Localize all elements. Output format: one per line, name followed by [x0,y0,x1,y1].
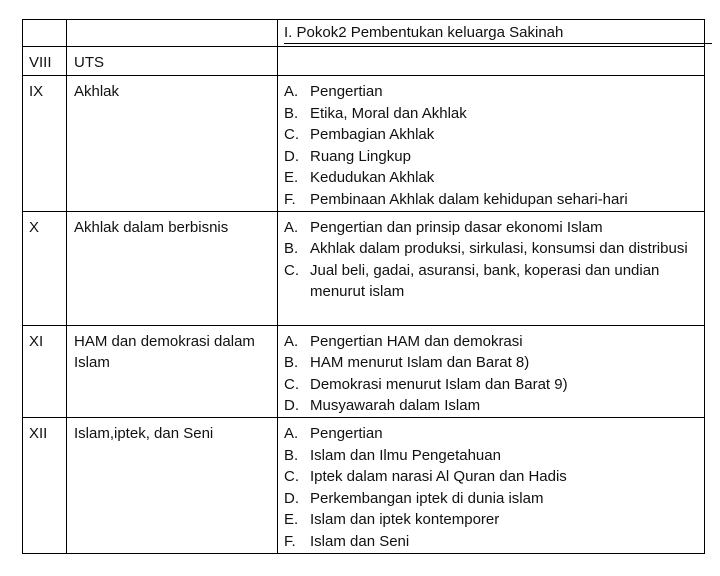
syllabus-table [22,19,705,554]
list-marker: A. [284,424,299,442]
subtopic-text: Islam dan iptek kontemporer [310,511,500,529]
list-marker: B. [284,446,299,464]
table-row [23,47,705,76]
list-item [284,374,698,396]
session-items [278,211,705,325]
session-topic: Akhlak [67,76,278,212]
subtopic-text: Pengertian [310,424,383,442]
subtopic-text: Iptek dalam narasi Al Quran dan Hadis [310,468,567,486]
subtopic-text: Pengertian HAM dan demokrasi [310,332,523,350]
subtopic-text: Perkembangan iptek di dunia islam [310,489,544,507]
section-title: I. Pokok2 Pembentukan keluarga Sakinah [284,22,712,44]
subtopic-text: Islam dan Ilmu Pengetahuan [310,446,501,464]
list-item [284,124,698,146]
subtopic-text: Demokrasi menurut Islam dan Barat 9) [310,375,568,393]
list-marker: D. [284,489,299,507]
list-item [284,103,698,125]
list-item [284,488,698,510]
list-marker: B. [284,240,299,258]
subtopic-list [284,423,698,553]
list-item [284,531,698,553]
session-items [278,76,705,212]
subtopic-text: Musyawarah dalam Islam [310,397,481,415]
subtopic-text: Pengertian [310,83,383,100]
list-marker: C. [284,126,299,144]
subtopic-text: Etika, Moral dan Akhlak [310,104,467,122]
subtopic-text: Kedudukan Akhlak [310,169,435,187]
table-row [23,325,705,417]
list-marker: F. [284,532,296,550]
list-item [284,445,698,467]
list-marker: B. [284,104,299,122]
subtopic-text: Akhlak dalam produksi, sirkulasi, konsumsi dan distribusi [310,240,688,258]
list-marker: C. [284,375,299,393]
list-item [284,238,698,260]
list-item [284,217,698,239]
subtopic-list [284,217,698,303]
subtopic-text: HAM menurut Islam dan Barat 8) [310,354,530,372]
session-number: VIII [23,47,67,76]
list-marker: C. [284,468,299,486]
list-marker: E. [284,169,299,187]
list-marker: B. [284,354,299,372]
session-topic: UTS [67,47,278,76]
list-marker: F. [284,190,296,208]
session-topic: Akhlak dalam berbisnis [67,211,278,325]
list-item [284,352,698,374]
list-item [284,260,698,303]
session-topic: HAM dan demokrasi dalam Islam [67,325,278,417]
header-empty-num [23,20,67,47]
session-number: XII [23,417,67,553]
session-topic: Islam,iptek, dan Seni [67,417,278,553]
list-item [284,466,698,488]
session-items [278,47,705,76]
subtopic-text: Pembagian Akhlak [310,126,435,144]
subtopic-text: Pengertian dan prinsip dasar ekonomi Islam [310,218,603,236]
list-item [284,146,698,168]
header-row [23,20,705,47]
list-item [284,509,698,531]
table-row [23,417,705,553]
list-item [284,81,698,103]
list-marker: C. [284,261,299,279]
list-marker: A. [284,83,299,100]
table-row [23,76,705,212]
list-marker: D. [284,397,299,415]
session-number: IX [23,76,67,212]
header-empty-topic [67,20,278,47]
subtopic-text: Jual beli, gadai, asuransi, bank, koperasi dan undian menurut islam [310,261,660,301]
session-items [278,325,705,417]
subtopic-list [284,331,698,417]
session-number: X [23,211,67,325]
list-item [284,189,698,211]
list-item [284,167,698,189]
list-marker: D. [284,147,299,165]
subtopic-text: Ruang Lingkup [310,147,411,165]
subtopic-list [284,81,698,211]
list-item [284,331,698,353]
list-item [284,423,698,445]
subtopic-text: Islam dan Seni [310,532,410,550]
table-row [23,211,705,325]
list-marker: E. [284,511,299,529]
subtopic-text: Pembinaan Akhlak dalam kehidupan sehari-hari [310,190,628,208]
list-marker: A. [284,332,299,350]
list-marker: A. [284,218,299,236]
header-title-cell [278,20,705,47]
list-item [284,395,698,417]
session-items [278,417,705,553]
session-number: XI [23,325,67,417]
